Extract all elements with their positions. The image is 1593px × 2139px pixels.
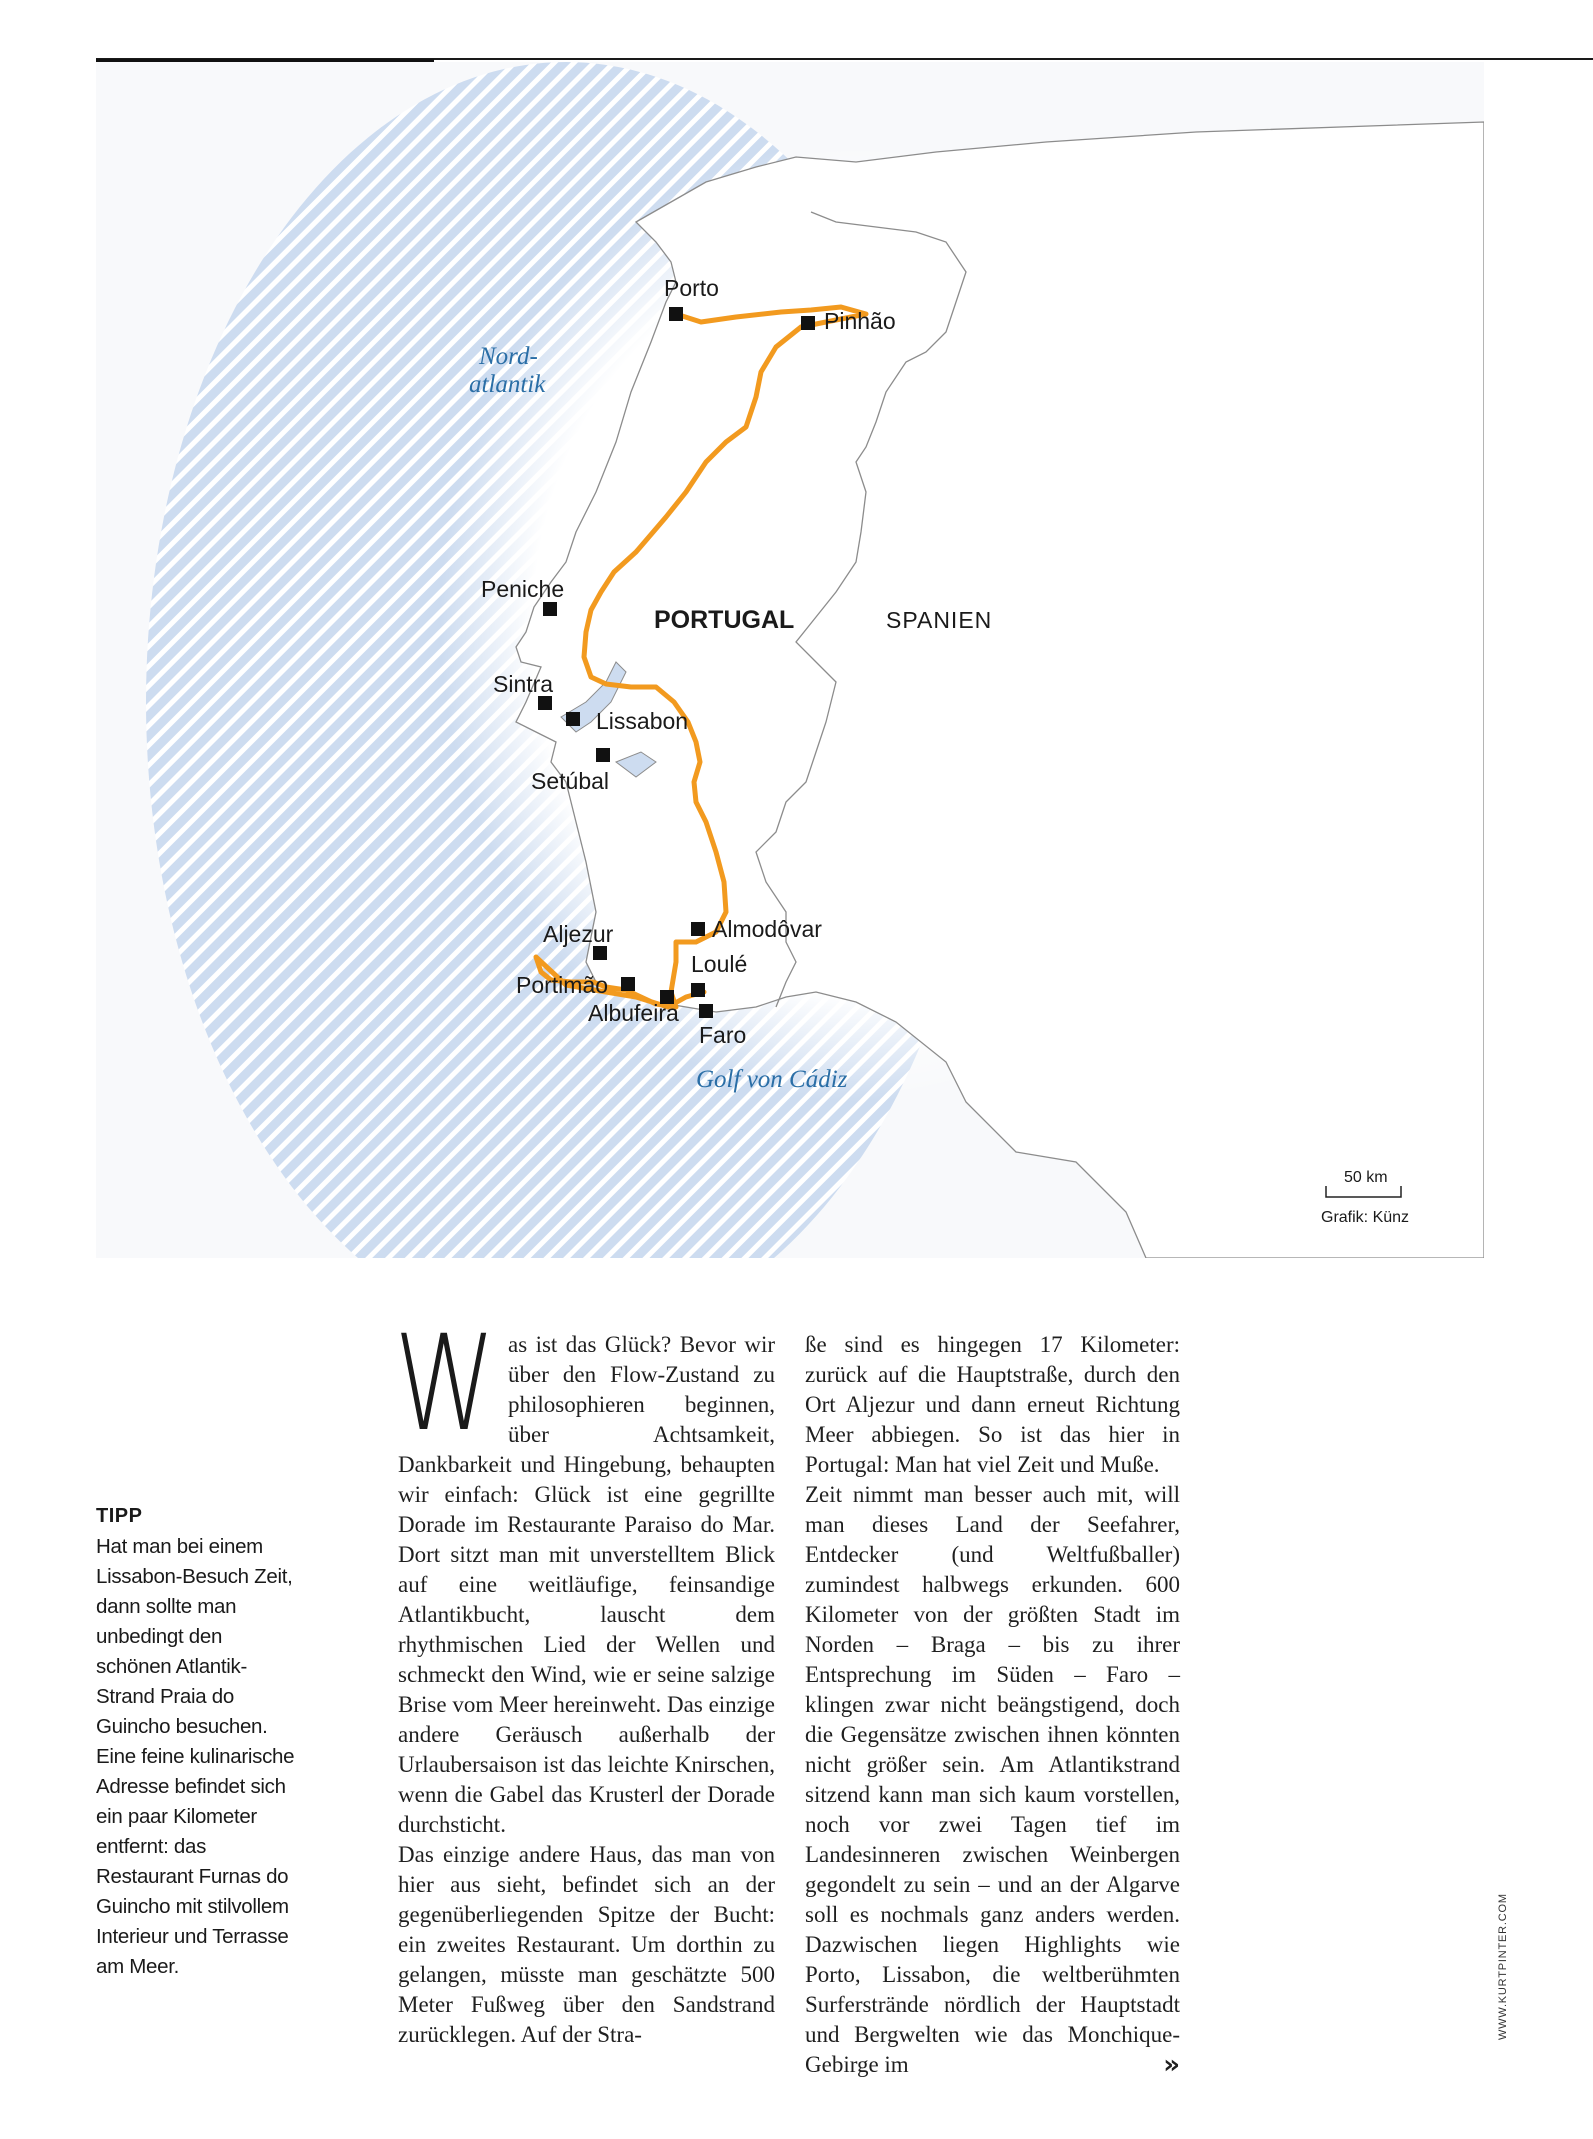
marker-aljezur (593, 946, 607, 960)
marker-faro (699, 1004, 713, 1018)
article-column-1 (394, 1307, 775, 2050)
photo-credit: WWW.KURTPINTER.COM (1497, 1893, 1509, 2040)
label-portimao: Portimão (516, 972, 609, 998)
tip-body: Hat man bei einem Lissabon-Besuch Zeit, dann sollte man unbedingt den schönen Atlantik-Strand Praia do Guincho besuchen. Eine feine kulinarische Adresse befindet sich ein paar Kilometer entfernt: das Restaurant Furnas do Guincho mit stilvollem Interieur und Terrasse am Meer. (96, 1535, 295, 1978)
label-peniche: Peniche (481, 576, 565, 602)
continue-arrow-icon: » (1163, 2050, 1180, 2080)
tip-title: TIPP (96, 1505, 143, 1527)
label-almodovar: Almodôvar (712, 916, 822, 942)
label-sintra: Sintra (493, 671, 554, 697)
article-paragraph: ße sind es hingegen 17 Kilometer: zurück auf die Hauptstraße, durch den Ort Aljezur und dann erneut Richtung Meer abbiegen. So ist das hier in Portugal: Man hat viel Zeit und Muße. (805, 1332, 1180, 1477)
marker-sintra (538, 696, 552, 710)
article-paragraph: as ist das Glück? Bevor wir über den Flow-Zustand zu philosophieren beginnen, über Achtsamkeit, Dankbarkeit und Hingebung, behaupten wir einfach: Glück ist eine gegrillte Dorade im Restaurante Paraiso do Mar. Dort sitzt man mit unverstelltem Blick auf eine weitläufige, feinsandige Atlantikbucht, lauscht dem rhythmischen Lied der Wellen und schmeckt den Wind, wie er seine salzige Brise vom Meer hereinweht. Das einzige andere Geräusch außerhalb der Urlaubersaison ist das leichte Knirschen, wenn die Gabel das Krusterl der Dorade durchsticht. (398, 1332, 775, 1837)
label-aljezur: Aljezur (543, 921, 614, 947)
tip-box (96, 1505, 296, 1982)
marker-loule (691, 983, 705, 997)
marker-porto (669, 307, 683, 321)
label-lissabon: Lissabon (596, 708, 689, 734)
label-loule: Loulé (691, 951, 748, 977)
label-nordatlantik-1: Nord- (479, 343, 538, 370)
label-spanien: SPANIEN (886, 607, 993, 633)
label-golf-cadiz: Golf von Cádiz (696, 1066, 848, 1093)
label-pinhao: Pinhão (824, 308, 896, 334)
article-paragraph-text: Zeit nimmt man besser auch mit, will man dieses Land der Seefahrer, Entdecker (und Weltfußballer) zumindest halbwegs erkunden. 600 Kilometer von der größten Stadt im Norden – Braga – bis zu ihrer Entsprechung im Süden – Faro – klingen zwar nicht beängstigend, doch die Gegensätze zwischen ihnen könnten nicht größer sein. Am Atlantikstrand sitzend kann man sich kaum vorstellen, noch vor zwei Tagen tief im Landesinneren zwischen Weinbergen gegondelt zu sein – und an der Algarve soll es nochmals ganz anders werden. Dazwischen liegen Highlights wie Porto, Lissabon, die weltberühmten Surferstrände nördlich der Hauptstadt und Bergwelten wie das Monchique-Gebirge im (805, 1482, 1180, 2077)
route-map (96, 62, 1484, 1258)
article-column-2 (805, 1330, 1180, 2080)
label-albufeira: Albufeira (588, 1000, 679, 1026)
label-porto: Porto (664, 275, 719, 301)
article-paragraph (805, 1480, 1180, 2080)
label-setubal: Setúbal (531, 768, 610, 794)
marker-peniche (543, 602, 557, 616)
label-nordatlantik-2: atlantik (469, 371, 546, 398)
marker-setubal (596, 748, 610, 762)
map-graphic (96, 62, 1484, 1258)
drop-cap: W (394, 1307, 493, 1461)
marker-almodovar (691, 922, 705, 936)
label-faro: Faro (699, 1022, 747, 1048)
marker-portimao (621, 977, 635, 991)
label-portugal: PORTUGAL (654, 606, 795, 634)
marker-lissabon (566, 712, 580, 726)
graphic-credit: Grafik: Künz (1321, 1209, 1410, 1226)
article-paragraph: Das einzige andere Haus, das man von hier aus sieht, befindet sich an der gegenüberliegenden Spitze der Bucht: ein zweites Restaurant. Um dorthin zu gelangen, müsste man geschätzte 500 Meter Fußweg über den Sandstrand zurücklegen. Auf der Stra- (398, 1842, 775, 2047)
marker-pinhao (801, 316, 815, 330)
scale-label: 50 km (1344, 1169, 1388, 1186)
